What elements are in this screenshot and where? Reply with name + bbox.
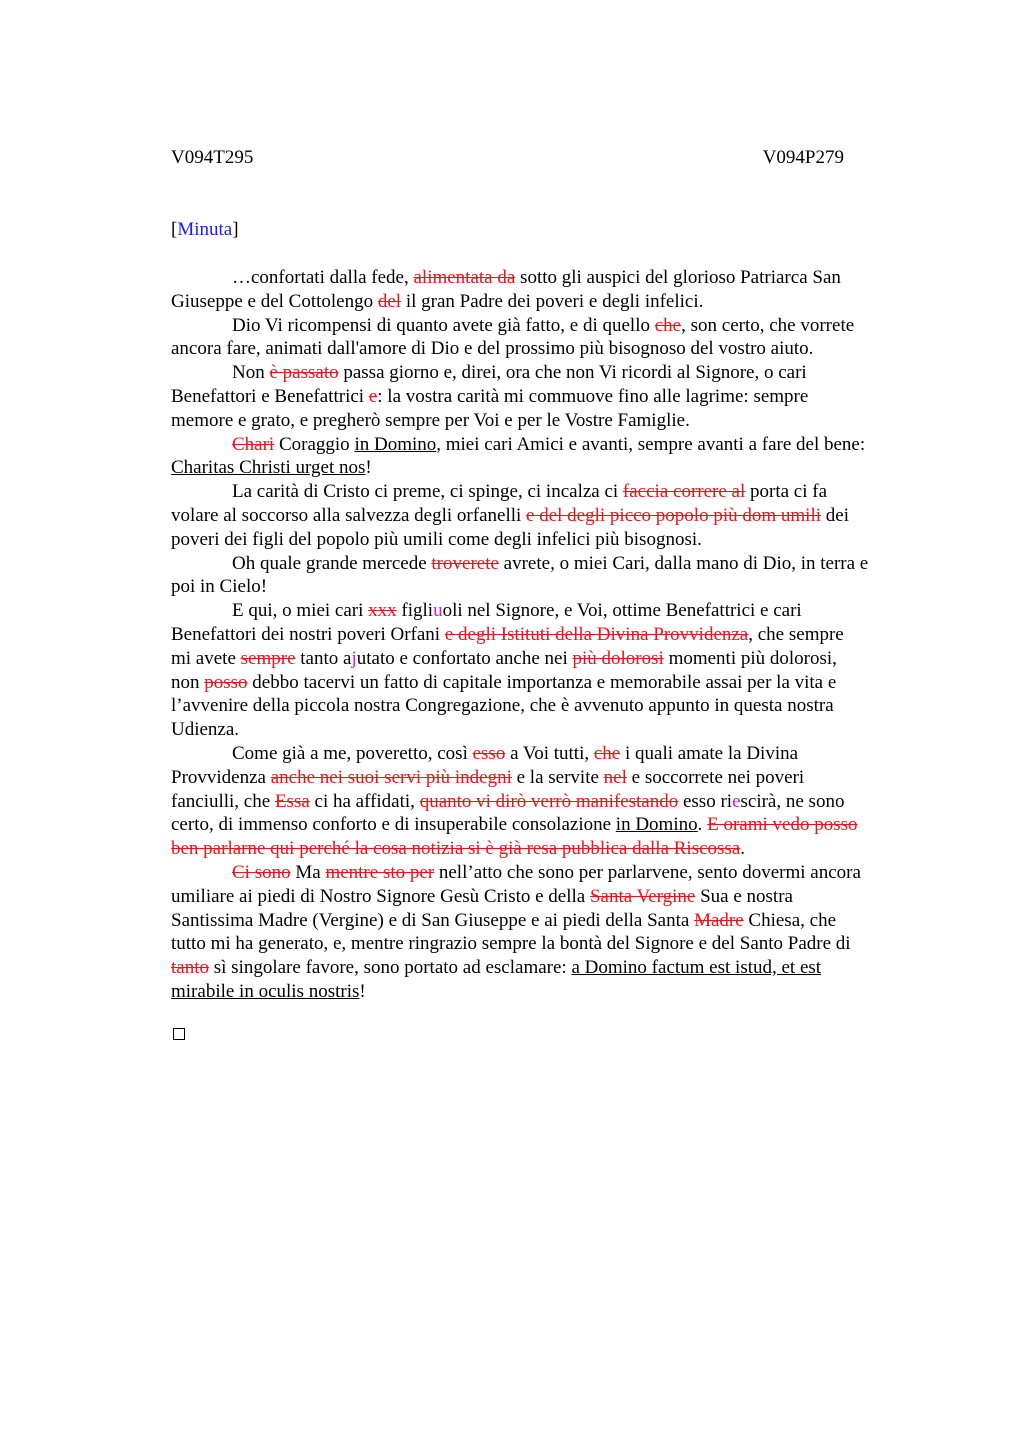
text-line: [171, 647, 931, 671]
deleted-text: nel: [603, 766, 627, 788]
text-run: Santissima Madre (Vergine) e di San Giuseppe e ai piedi della Santa: [171, 909, 695, 931]
text-line: [171, 623, 931, 647]
text-run: , son certo, che vorrete: [681, 314, 855, 336]
text-run: poi in Cielo!: [171, 576, 268, 598]
text-line: [171, 266, 931, 290]
text-line: [171, 409, 931, 433]
deleted-text: ben parlarne qui perché la cosa notizia si è già resa pubblica dalla Riscossa: [171, 838, 741, 860]
text-line: [171, 433, 931, 457]
underlined-text: in Domino: [354, 433, 437, 455]
text-run: utato e confortato anche nei: [356, 647, 573, 669]
text-run: sotto gli auspici del glorioso Patriarca San: [515, 267, 841, 288]
deleted-text: che: [593, 742, 621, 764]
text-line: [171, 599, 931, 623]
text-line: [171, 980, 931, 1004]
text-line: [171, 766, 931, 790]
letter-body: [171, 266, 931, 1004]
text-line: [171, 552, 931, 576]
text-run: ancora fare, animati dall'amore di Dio e del prossimo più bisognoso del vostro aiuto.: [171, 338, 814, 360]
text-line: [171, 885, 931, 909]
text-run: Ma: [290, 861, 326, 883]
text-run: : la vostra carità mi commuove fino alle lagrime: sempre: [377, 385, 809, 407]
deleted-text: anche nei suoi servi più indegni: [270, 766, 512, 788]
text-run: scirà, ne sono: [740, 790, 845, 812]
text-run: il gran Padre dei poveri e degli infelici.: [401, 290, 704, 312]
text-line: [171, 290, 931, 314]
text-run: figli: [396, 600, 434, 622]
text-run: umiliare ai piedi di Nostro Signore Gesù Cristo e della: [171, 885, 590, 907]
deleted-text: tanto: [171, 957, 209, 979]
text-line: [171, 385, 931, 409]
deleted-text: xxx: [368, 600, 397, 622]
text-run: volare al soccorso alla salvezza degli orfanelli: [171, 504, 527, 526]
text-run: momenti più dolorosi,: [663, 647, 837, 669]
text-run: Benefattori dei nostri poveri Orfani: [171, 623, 445, 645]
text-run: esso ri: [678, 790, 733, 812]
text-run: avrete, o miei Cari, dalla mano di Dio, in terra e: [498, 552, 869, 574]
underlined-text: in Domino: [615, 814, 698, 836]
inserted-letter: e: [732, 790, 741, 812]
deleted-text: alimentata da: [413, 267, 516, 288]
deleted-text: troverete: [431, 552, 499, 574]
text-run: , che sempre: [748, 623, 844, 645]
label-open-bracket: [: [171, 219, 178, 240]
text-line: [171, 575, 931, 599]
text-run: mi avete: [171, 647, 241, 669]
text-run: certo, di immenso conforto e di insuperabile consolazione: [171, 814, 616, 836]
text-line: [171, 671, 931, 695]
text-run: Giuseppe e del Cottolengo: [171, 290, 378, 312]
text-run: …confortati dalla fede,: [232, 267, 414, 288]
deleted-text: faccia correre al: [622, 481, 746, 503]
text-run: La carità di Cristo ci preme, ci spinge, ci incalza ci: [232, 481, 623, 503]
deleted-text: Ci sono: [232, 861, 291, 883]
document-codes: [171, 146, 844, 170]
deleted-text: Madre: [694, 909, 744, 931]
text-line: [171, 790, 931, 814]
text-line: [171, 361, 931, 385]
text-run: ci ha affidati,: [309, 790, 420, 812]
deleted-text: Essa: [274, 790, 310, 812]
text-line: [171, 837, 931, 861]
deleted-text: esso: [472, 742, 506, 764]
deleted-text: posso: [204, 671, 248, 693]
text-line: [171, 456, 931, 480]
text-run: !: [359, 980, 366, 1002]
deleted-text: e degli Istituti della Divina Provvidenza: [444, 623, 749, 645]
text-run: E qui, o miei cari: [232, 600, 369, 622]
text-run: , miei cari Amici e avanti, sempre avanti a fare del bene:: [436, 433, 866, 455]
deleted-text: che: [654, 314, 682, 336]
text-run: tutto mi ha generato, e, mentre ringrazio sempre la bontà del Signore e del Santo Padre di: [171, 933, 851, 955]
text-run: .: [740, 838, 745, 860]
text-run: e soccorrete nei poveri: [626, 766, 805, 788]
deleted-text: del: [377, 290, 402, 312]
text-run: Benefattori e Benefattrici: [171, 385, 369, 407]
text-run: .: [697, 814, 708, 836]
text-run: fanciulli, che: [171, 790, 275, 812]
text-line: [171, 480, 931, 504]
deleted-text: quanto vi dirò verrò manifestando: [419, 790, 679, 812]
text-run: l’avvenire della piccola nostra Congregazione, che è avvenuto appunto in questa nostra: [171, 695, 834, 717]
underlined-text: Charitas Christi urget nos: [171, 457, 366, 479]
text-run: debbo tacervi un fatto di capitale importanza e memorabile assai per la vita e: [247, 671, 837, 693]
inserted-letter: j: [351, 647, 357, 669]
text-line: [171, 314, 931, 338]
text-line: [171, 813, 931, 837]
checkbox-square-icon: [173, 1028, 185, 1040]
right-document-code: V094P279: [762, 147, 844, 168]
deleted-text: e: [368, 385, 378, 407]
text-run: dei: [821, 504, 849, 526]
deleted-text: e del degli picco popolo più dom umili: [526, 504, 822, 526]
deleted-text: è passato: [269, 362, 339, 384]
text-run: passa giorno e, direi, ora che non Vi ricordi al Signore, o cari: [338, 362, 807, 384]
text-run: tanto a: [295, 647, 352, 669]
text-run: a Voi tutti,: [505, 742, 594, 764]
text-run: !: [365, 457, 372, 479]
deleted-text: E orami vedo posso: [707, 814, 858, 836]
text-run: Come già a me, poveretto, così: [232, 742, 473, 764]
text-run: nell’atto che sono per parlarvene, sento dovermi ancora: [434, 861, 861, 883]
text-run: e la servite: [511, 766, 604, 788]
text-line: [171, 956, 931, 980]
text-run: poveri dei figli del popolo più umili come degli infelici più bisognosi.: [171, 528, 702, 550]
text-run: Sua e nostra: [695, 885, 793, 907]
text-run: oli nel Signore, e Voi, ottime Benefattrici e cari: [442, 600, 802, 622]
text-line: [171, 528, 931, 552]
text-run: Chiesa, che: [743, 909, 836, 931]
text-run: porta ci fa: [745, 481, 828, 503]
text-line: [171, 742, 931, 766]
deleted-text: sempre: [240, 647, 296, 669]
label-close-bracket: ]: [232, 219, 239, 240]
text-run: non: [171, 671, 205, 693]
text-run: Provvidenza: [171, 766, 271, 788]
text-line: [171, 337, 931, 361]
text-line: [171, 861, 931, 885]
text-run: sì singolare favore, sono portato ad esclamare:: [209, 957, 572, 979]
label-word: Minuta: [177, 219, 233, 240]
text-run: memore e grato, e pregherò sempre per Voi e per le Vostre Famiglie.: [171, 409, 690, 431]
text-line: [171, 909, 931, 933]
text-line: [171, 932, 931, 956]
underlined-text: mirabile in oculis nostris: [171, 980, 360, 1002]
deleted-text: Chari: [232, 433, 275, 455]
text-run: Dio Vi ricompensi di quanto avete già fatto, e di quello: [232, 314, 655, 336]
deleted-text: più dolorosi: [572, 647, 664, 669]
deleted-text: Santa Vergine: [589, 885, 696, 907]
text-run: Coraggio: [274, 433, 355, 455]
inserted-letter: u: [433, 600, 443, 622]
left-document-code: V094T295: [171, 147, 254, 168]
underlined-text: a Domino factum est istud, et est: [571, 957, 822, 979]
text-run: Udienza.: [171, 719, 240, 741]
minuta-label: [171, 218, 239, 242]
deleted-text: mentre sto per: [325, 861, 435, 883]
text-run: i quali amate la Divina: [620, 742, 799, 764]
text-line: [171, 504, 931, 528]
text-line: [171, 718, 931, 742]
text-run: Non: [232, 362, 270, 384]
text-run: Oh quale grande mercede: [232, 552, 432, 574]
text-line: [171, 694, 931, 718]
